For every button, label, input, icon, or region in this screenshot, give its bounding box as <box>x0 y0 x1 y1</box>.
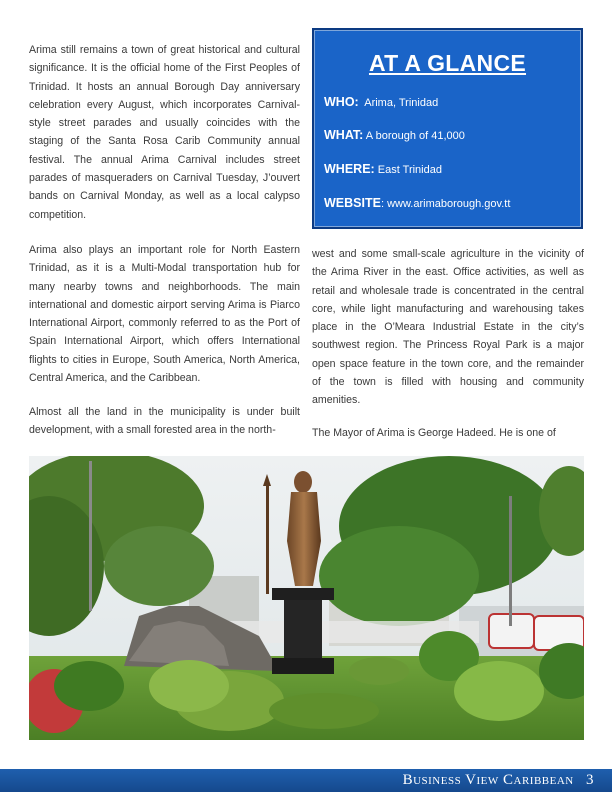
glance-who-value: Arima, Trinidad <box>364 97 439 109</box>
glance-where-label: WHERE: <box>324 162 375 176</box>
body-paragraph-5: The Mayor of Arima is George Hadeed. He is one of <box>312 427 556 439</box>
body-paragraph-2: Arima also plays an important role for North Eastern Trinidad, as it is a Multi-Modal transportation hub for many nearby towns and neighborhoods. The main international and domestic airport serving Arima is Piarco International Airport, commonly referred to as the Port of Spain International Airport, which offers International flights to cities in Europe, South America, North America, Central America, and the Caribbean. <box>29 244 300 385</box>
glance-what-row <box>324 128 573 142</box>
glance-website-row: WEBSITE: www.arimaborough.gov.tt <box>324 196 511 210</box>
glance-website-label: WEBSITE <box>324 196 381 210</box>
glance-who-row <box>324 95 573 109</box>
footer-text <box>403 772 594 789</box>
photo-statue-park <box>29 456 584 740</box>
glance-where-value: East Trinidad <box>377 164 442 176</box>
at-a-glance-box <box>312 28 583 229</box>
glance-title: AT A GLANCE <box>368 50 527 76</box>
page-footer <box>0 769 612 792</box>
glance-who-label: WHO: <box>324 95 359 109</box>
body-paragraph-1: Arima still remains a town of great historical and cultural significance. It is the official home of the First Peoples of Trinidad. It hosts an annual Borough Day anniversary celebration every August, which incorporates Carnival-style street parades and usually coincides with the staging of the Santa Rosa Carib Community annual festival. The annual Arima Carnival includes street parades of masqueraders on Carnival Tuesday, J’ouvert bands on Carnival Monday, as well as a local calypso competition. <box>29 44 300 221</box>
glance-what-label: WHAT: <box>324 128 364 142</box>
page-number: 3 <box>586 772 594 788</box>
body-paragraph-4: west and some small-scale agriculture in the vicinity of the Arima River in the east. Office activities, as well as retail and wholesale trade is concentrated in the central core, while light manufacturing and warehousing takes place in the O’Meara Industrial Estate in the city’s southwest region. The Princess Royal Park is a major open space feature in the town core, and the remainder of the town is filled with housing and community amenities. <box>312 248 584 407</box>
glance-what-value: A borough of 41,000 <box>365 130 465 142</box>
body-paragraph-3: Almost all the land in the municipality is under built development, with a small forested area in the north- <box>29 406 300 437</box>
glance-where-row <box>324 162 573 176</box>
glance-website-link[interactable]: www.arimaborough.gov.tt <box>387 198 511 210</box>
publication-name: Business View Caribbean <box>402 772 574 788</box>
